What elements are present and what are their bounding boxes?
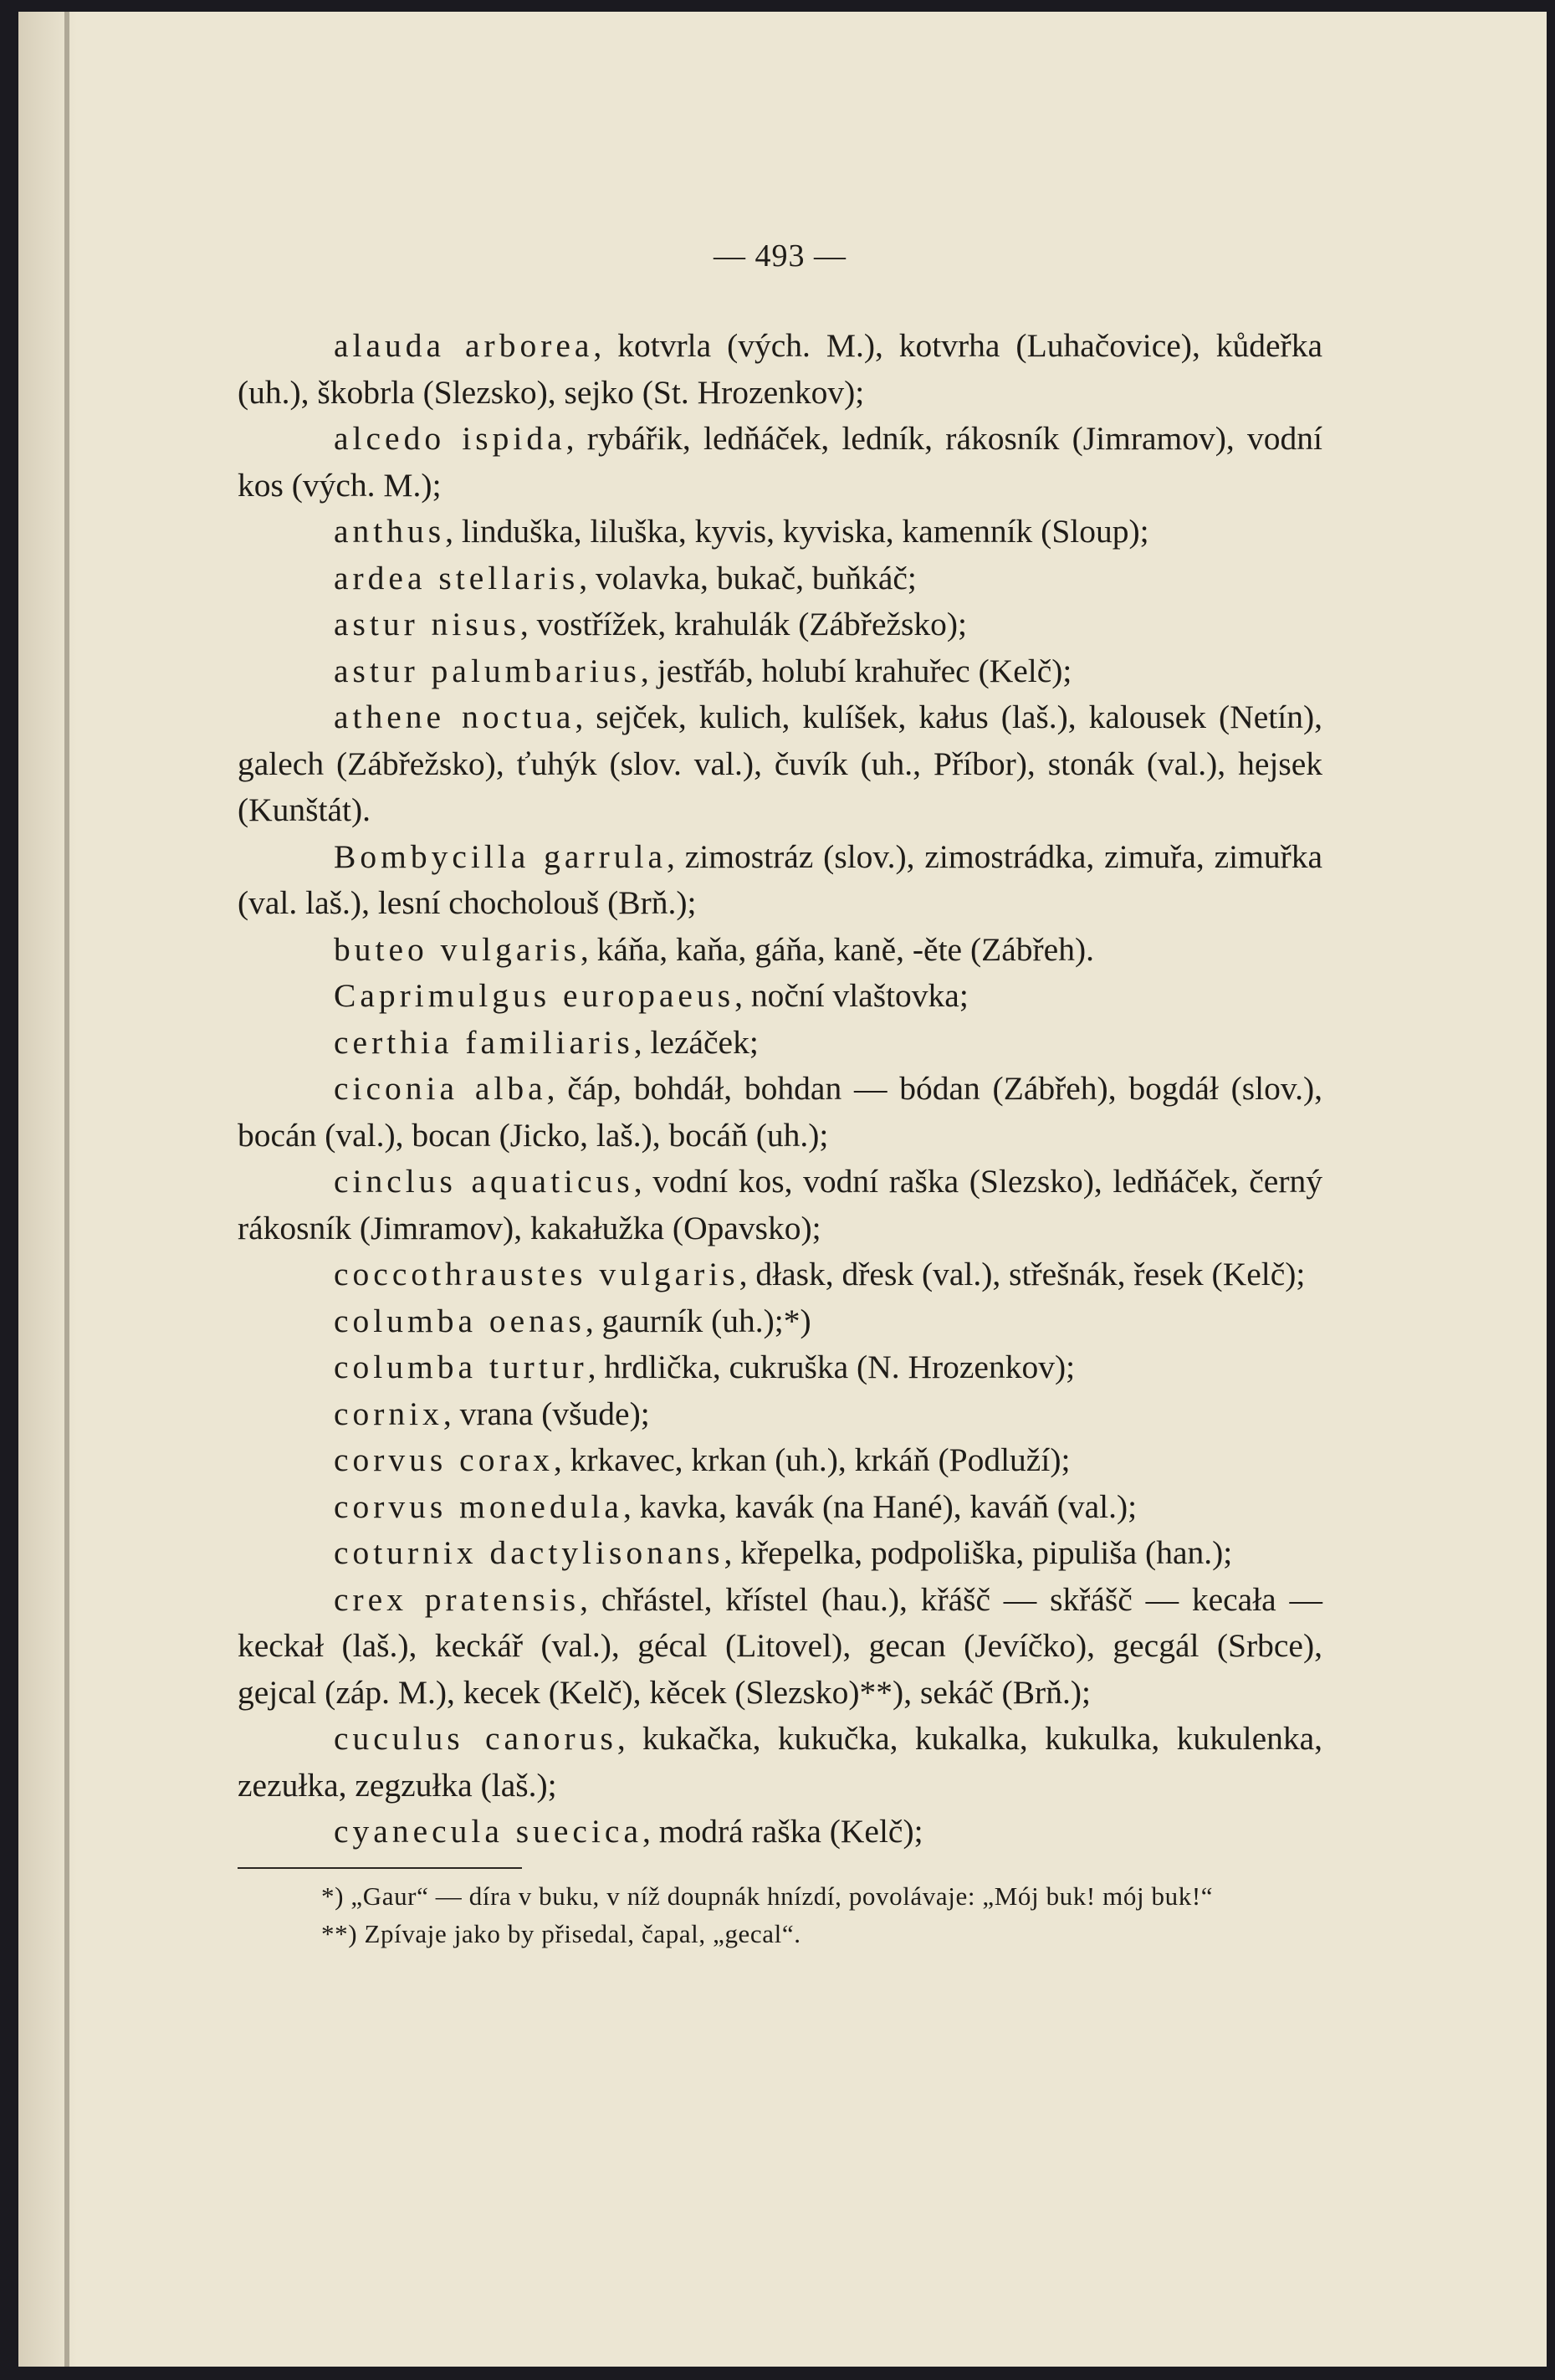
page-number: — 493 —	[714, 238, 847, 274]
glossary-entry	[238, 1251, 1322, 1298]
czech-names: , vrana (všude);	[442, 1395, 650, 1432]
latin-name: corvus corax	[334, 1441, 554, 1478]
czech-names: , gaurník (uh.);*)	[585, 1302, 811, 1339]
czech-names: , čáp, bohdáł, bohdan — bódan (Zábřeh), bogdáł (slov.), bocán (val.), bocan (Jicko, laš.), bocáň (uh.);	[238, 1070, 1322, 1154]
glossary-entry	[238, 1530, 1322, 1577]
czech-names: , vodní kos, vodní raška (Slezsko), ledňáček, černý rákosník (Jimramov), kakałužka (Opavsko);	[238, 1163, 1322, 1246]
czech-names: , zimostráz (slov.), zimostrádka, zimuřa, zimuřka (val. laš.), lesní chocholouš (Brň.);	[238, 837, 1323, 921]
glossary-entry	[238, 694, 1322, 834]
glossary-entry	[238, 601, 1322, 648]
czech-names: , káňa, kaňa, gáňa, kaně, -ěte (Zábřeh).	[580, 930, 1094, 968]
glossary-entry	[238, 834, 1322, 927]
page-content	[238, 238, 1322, 1953]
latin-name: columba turtur	[334, 1349, 588, 1385]
latin-name: cuculus canorus	[334, 1720, 617, 1757]
glossary-entry	[238, 509, 1322, 555]
czech-names: , krkavec, krkan (uh.), krkáň (Podluží);	[553, 1441, 1071, 1478]
glossary-entry	[238, 1391, 1322, 1438]
czech-names: , kukačka, kukučka, kukalka, kukulka, kukulenka, zezułka, zegzułka (laš.);	[238, 1720, 1323, 1804]
czech-names: , křepelka, podpoliška, pipuliša (han.);	[724, 1534, 1233, 1571]
book-page	[18, 12, 1547, 2367]
latin-name: cyanecula suecica	[334, 1813, 642, 1850]
latin-name: alauda arborea	[334, 327, 594, 364]
latin-name: astur palumbarius	[334, 652, 641, 689]
latin-name: coccothraustes vulgaris	[334, 1256, 739, 1292]
glossary-entry	[238, 973, 1322, 1020]
glossary-entry	[238, 416, 1322, 509]
latin-name: certhia familiaris	[334, 1023, 634, 1061]
latin-name: cornix	[334, 1395, 443, 1432]
latin-name: ardea stellaris	[334, 559, 580, 596]
footnotes	[238, 1877, 1322, 1953]
latin-name: ciconia alba	[334, 1070, 547, 1107]
czech-names: , volavka, bukač, buňkáč;	[579, 559, 917, 596]
czech-names: , dłask, dřesk (val.), střešnák, řesek (Kelč);	[739, 1256, 1306, 1292]
glossary-entry	[238, 1159, 1322, 1251]
czech-names: , noční vlaštovka;	[734, 977, 969, 1014]
latin-name: alcedo ispida	[334, 420, 566, 457]
czech-names: , kavka, kavák (na Hané), kaváň (val.);	[622, 1487, 1138, 1525]
latin-name: coturnix dactylisonans	[334, 1534, 724, 1571]
footnote-1: *) „Gaur“ — díra v buku, v níž doupnák hnízdí, povolávaje: „Mój buk! mój buk!“	[321, 1881, 1214, 1911]
czech-names: , linduška, liluška, kyvis, kyviska, kamenník (Sloup);	[445, 513, 1149, 550]
czech-names: , chřástel, křístel (hau.), křášč — skřášč — kecała — keckał (laš.), keckář (val.), gécal (Litovel), gecan (Jevíčko), gecgál (Srbce), gejcal (záp. M.), kecek (Kelč), kěcek (Slezsko)**), sekáč (Brň.);	[238, 1580, 1322, 1711]
latin-name: athene noctua	[334, 699, 575, 735]
glossary-entry	[238, 1716, 1322, 1809]
glossary-entry	[238, 1809, 1322, 1855]
glossary-entry	[238, 1344, 1322, 1391]
czech-names: , hrdlička, cukruška (N. Hrozenkov);	[587, 1349, 1076, 1385]
glossary-entry	[238, 1437, 1322, 1484]
latin-name: columba oenas	[334, 1302, 586, 1339]
glossary-entry	[238, 323, 1322, 416]
latin-name: Caprimulgus europaeus	[334, 977, 735, 1014]
czech-names: , jestřáb, holubí krahuřec (Kelč);	[640, 652, 1072, 689]
czech-names: , sejček, kulich, kulíšek, kałus (laš.), kalousek (Netín), galech (Zábřežsko), ťuhýk (slov. val.), čuvík (uh., Příbor), stonák (val.), hejsek (Kunštát).	[238, 699, 1322, 828]
glossary-entry	[238, 1020, 1322, 1067]
latin-name: crex pratensis	[334, 1580, 581, 1618]
czech-names: , lezáček;	[633, 1023, 759, 1061]
czech-names: , modrá raška (Kelč);	[642, 1813, 923, 1850]
latin-name: corvus monedula	[334, 1487, 623, 1525]
footnote-2: **) Zpívaje jako by přisedal, čapal, „gecal“.	[321, 1918, 801, 1948]
latin-name: Bombycilla garrula	[334, 837, 668, 875]
latin-name: anthus	[334, 513, 446, 550]
glossary-entry	[238, 555, 1322, 602]
glossary-entry	[238, 648, 1322, 695]
czech-names: , vostřížek, krahulák (Zábřežsko);	[519, 606, 968, 642]
glossary-entry	[238, 1577, 1322, 1717]
glossary-entries	[238, 323, 1322, 1855]
glossary-entry	[238, 1298, 1322, 1345]
latin-name: cinclus aquaticus	[334, 1163, 634, 1200]
footnote-separator	[238, 1867, 522, 1869]
glossary-entry	[238, 927, 1322, 974]
czech-names: , kotvrla (vých. M.), kotvrha (Luhačovice), kůdeřka (uh.), škobrla (Slezsko), sejko (St. Hrozenkov);	[238, 327, 1322, 411]
latin-name: buteo vulgaris	[334, 930, 581, 968]
latin-name: astur nisus	[334, 606, 520, 642]
glossary-entry	[238, 1066, 1322, 1159]
glossary-entry	[238, 1484, 1322, 1531]
czech-names: , rybářik, ledňáček, ledník, rákosník (Jimramov), vodní kos (vých. M.);	[238, 420, 1322, 504]
page-gutter-shadow	[64, 12, 69, 2367]
